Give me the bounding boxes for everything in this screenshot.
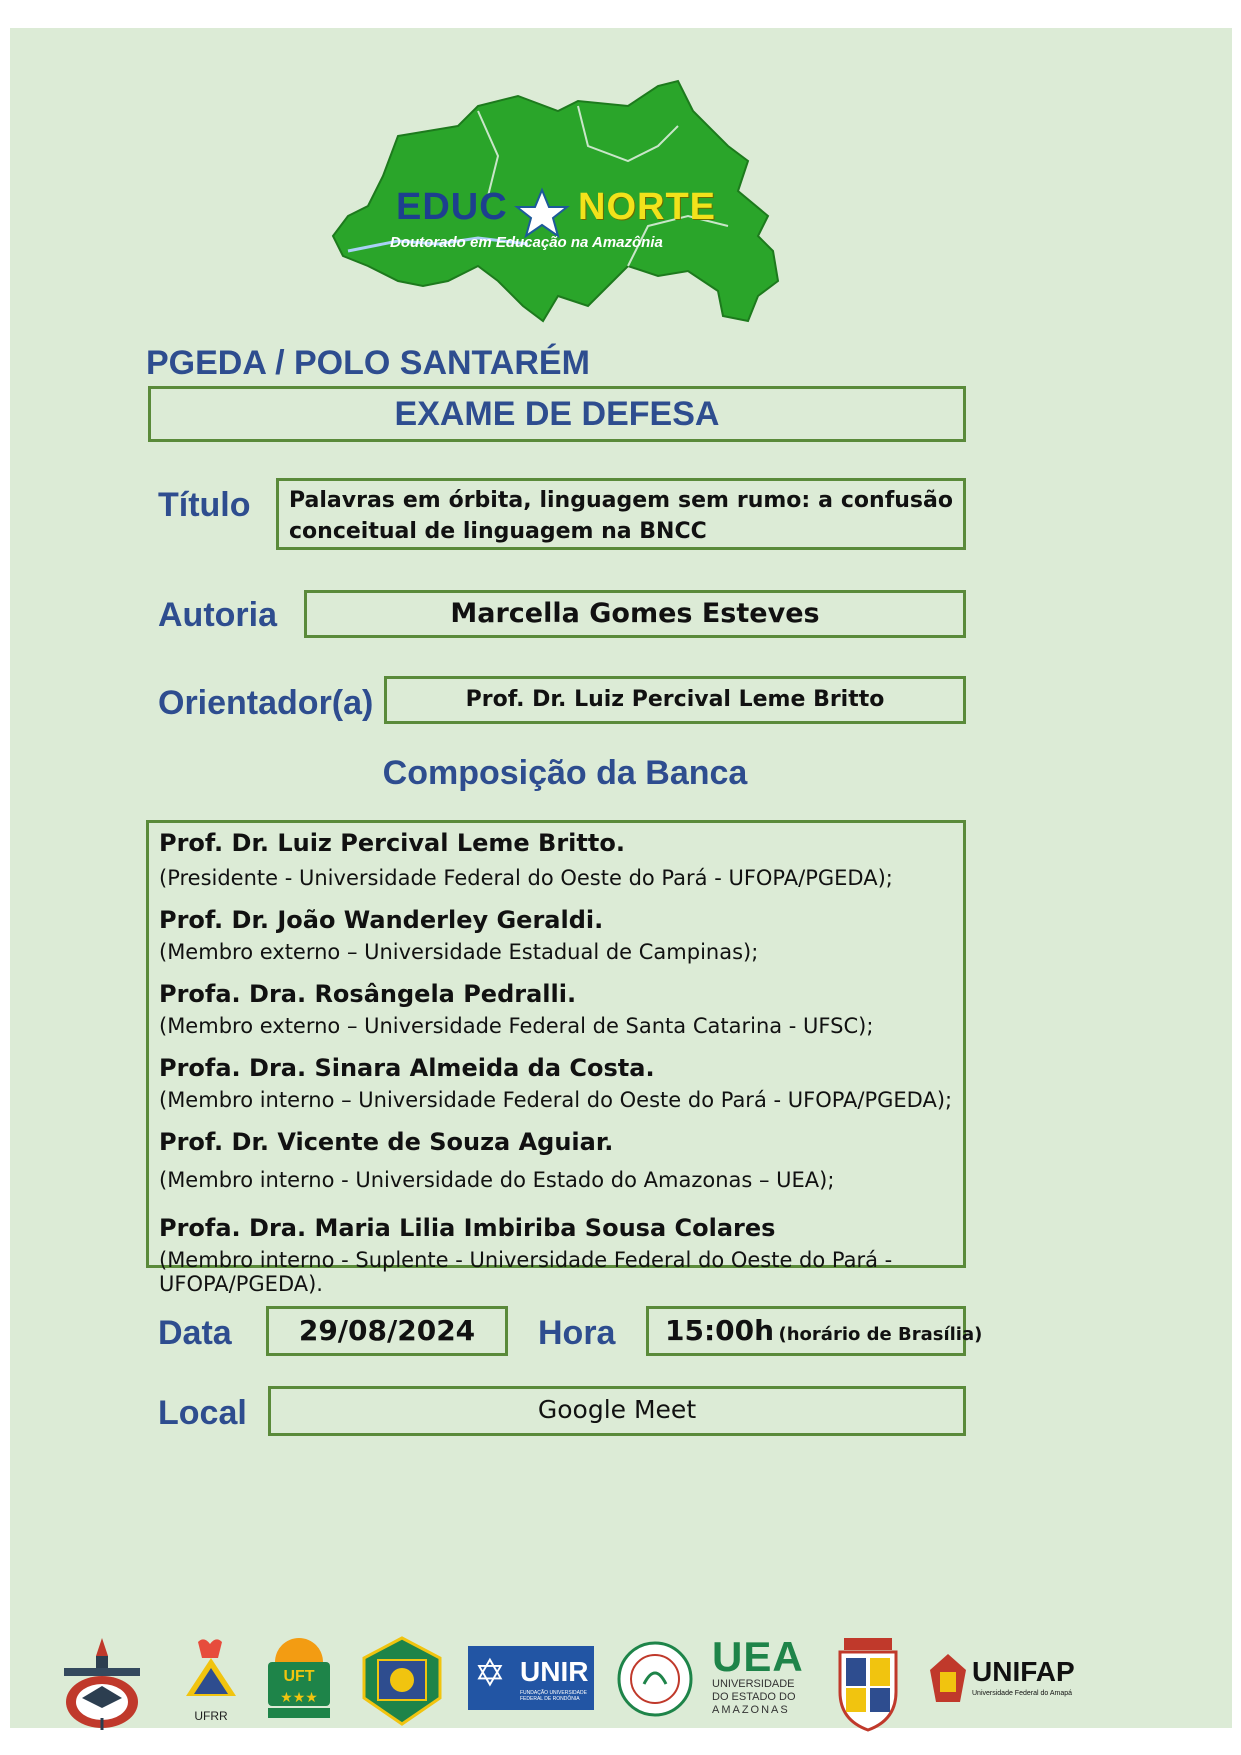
time-note: (horário de Brasília) [778,1324,983,1345]
date-box [266,1306,508,1356]
unifap-label: UNIFAP [972,1656,1075,1687]
ufac-shield-icon [832,1636,904,1732]
uea-label: UEA [712,1633,804,1680]
time-value: 15:00h [665,1314,775,1347]
member-role: (Membro interno – Universidade Federal do Oeste do Pará - UFOPA/PGEDA); [159,1088,953,1112]
program-title: PGEDA / POLO SANTARÉM [146,344,590,382]
place-label: Local [158,1394,247,1432]
logo-tagline: Doutorado em Educação na Amazônia [390,234,663,251]
unir-logo [468,1646,594,1710]
place-box [268,1386,966,1436]
ufrr-logo [178,1636,244,1724]
advisor-box [384,676,966,724]
member-name: Prof. Dr. Luiz Percival Leme Britto. [159,829,625,857]
title-value: Palavras em órbita, linguagem sem rumo: a confusão conceitual de linguagem na BNCC [289,488,953,544]
unifesspa-logo [616,1640,694,1728]
round-seal-icon [616,1640,694,1718]
member-name: Prof. Dr. João Wanderley Geraldi. [159,906,604,934]
unir-label: UNIR [520,1656,589,1687]
unir-star-icon: ✡ [474,1653,506,1695]
ufac-logo [832,1636,904,1724]
member-name: Profa. Dra. Rosângela Pedralli. [159,980,577,1008]
uea-sub2: DO ESTADO DO [712,1691,796,1703]
author-box [304,590,966,638]
member-name: Profa. Dra. Maria Lilia Imbiriba Sousa Colares [159,1214,776,1242]
advisor-value: Prof. Dr. Luiz Percival Leme Britto [465,687,885,712]
date-label: Data [158,1314,232,1352]
title-label: Título [158,486,251,524]
member-role: (Membro interno - Suplente - Universidade Federal do Oeste do Pará - UFOPA/PGEDA). [159,1248,893,1296]
banca-member [159,1214,953,1296]
advisor-label: Orientador(a) [158,684,374,722]
ufpa-logo [60,1636,144,1724]
poster [10,28,1232,1728]
member-role: (Membro externo – Universidade Federal de Santa Catarina - UFSC); [159,1014,874,1038]
author-value: Marcella Gomes Esteves [450,598,820,629]
uea-sub1: UNIVERSIDADE [712,1678,795,1690]
member-name: Prof. Dr. Vicente de Souza Aguiar. [159,1128,614,1156]
exam-title-box [148,386,966,442]
ufopa-crest-icon [360,1636,444,1726]
unifap-emblem-icon [928,1652,968,1710]
ufpa-crest-icon [60,1636,144,1732]
author-label: Autoria [158,596,277,634]
time-label: Hora [538,1314,616,1352]
svg-text:★★★: ★★★ [280,1690,318,1706]
exam-title: EXAME DE DEFESA [394,395,720,433]
member-role: (Presidente - Universidade Federal do Oeste do Pará - UFOPA/PGEDA); [159,866,893,890]
ufrr-emblem-icon [178,1636,244,1702]
date-value: 29/08/2024 [298,1314,476,1347]
educanorte-logo [328,66,788,328]
unifap-logo [928,1652,1096,1740]
uea-sub3: AMAZONAS [712,1704,790,1716]
banca-member [159,1128,953,1192]
banca-box [146,820,966,1296]
banca-member [159,829,953,890]
banca-member [159,906,953,964]
title-box [276,478,966,550]
time-box [646,1306,983,1356]
sponsor-logos [10,1633,1232,1728]
member-role: (Membro externo – Universidade Estadual de Campinas); [159,940,759,964]
uea-logo [712,1633,804,1724]
ufopa-logo [360,1636,444,1724]
ufrr-label: UFRR [194,1709,228,1723]
banca-heading: Composição da Banca [382,754,748,792]
member-name: Profa. Dra. Sinara Almeida da Costa. [159,1054,655,1082]
uft-label: UFT [283,1668,315,1685]
uft-logo [264,1636,334,1724]
banca-member [159,980,953,1038]
banca-member [159,1054,953,1112]
member-role: (Membro interno - Universidade do Estado do Amazonas – UEA); [159,1168,835,1192]
unifap-sublabel: Universidade Federal do Amapá [972,1690,1073,1697]
logo-brand-right: NORTE [578,186,716,228]
unir-sublabel: FUNDAÇÃO UNIVERSIDADE FEDERAL DE RONDÔNIA [520,1690,587,1702]
place-value: Google Meet [537,1395,697,1424]
logo-brand-left: EDUC [396,186,508,228]
